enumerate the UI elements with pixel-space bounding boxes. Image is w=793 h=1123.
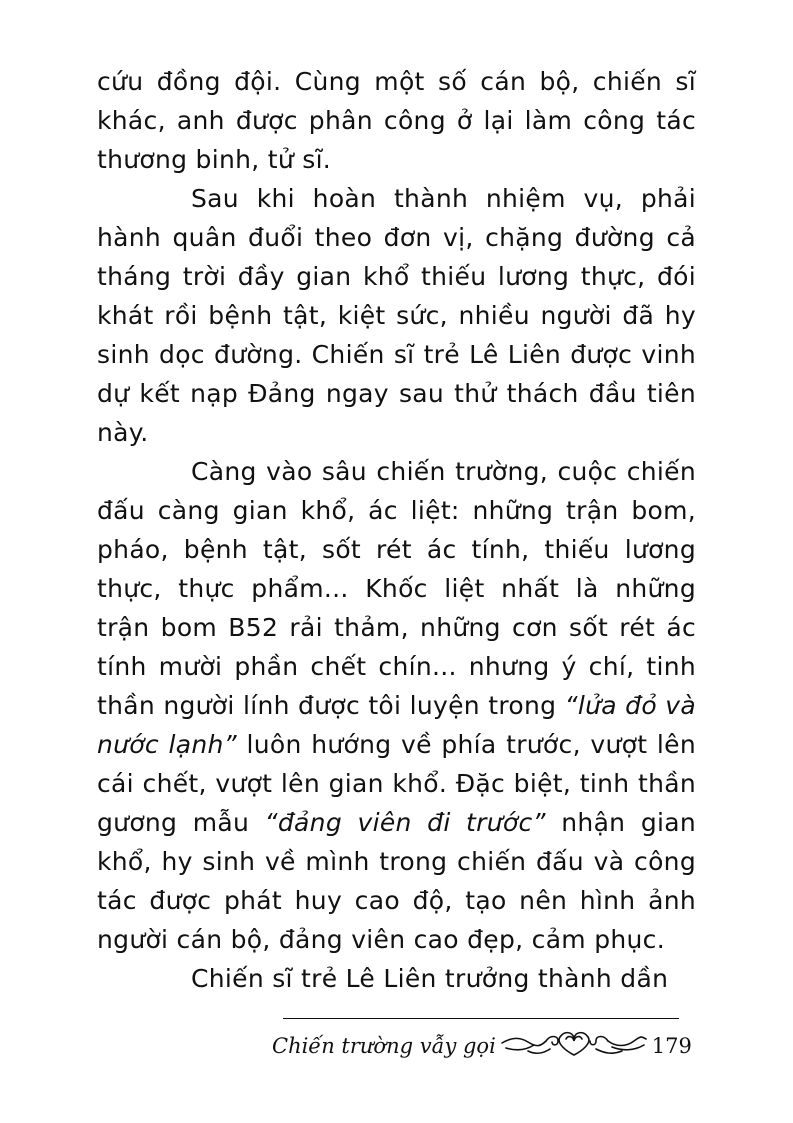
book-title: Chiến trường vẫy gọi: [272, 1034, 496, 1058]
page-footer: [272, 1026, 692, 1066]
footer-rule: [283, 1018, 679, 1019]
paragraph-continuation: cứu đồng đội. Cùng một số cán bộ, chiến sĩ khác, anh được phân công ở lại làm công tác thương binh, tử sĩ.: [97, 67, 696, 174]
quote-party-member: “đảng viên đi trước”: [264, 808, 546, 837]
flourish-ornament-icon: [500, 1029, 648, 1063]
paragraph-text: Càng vào sâu chiến trường, cuộc chiến đấu càng gian khổ, ác liệt: những trận bom, pháo, bệnh tật, sốt rét ác tính, thiếu lương thực, thực phẩm... Khốc liệt nhất là những trận bom B52 rải thảm, những cơn sốt rét ác tính mười phần chết chín... nhưng ý chí, tinh thần người lính được tôi luyện trong: [97, 457, 696, 720]
page-number: 179: [651, 1034, 692, 1058]
page-body-text: [97, 62, 696, 998]
quote-fire-water: “lửa đỏ và nước lạnh”: [97, 691, 696, 759]
paragraph-march: Sau khi hoàn thành nhiệm vụ, phải hành quân đuổi theo đơn vị, chặng đường cả tháng trời đầy gian khổ thiếu lương thực, đói khát rồi bệnh tật, kiệt sức, nhiều người đã hy sinh dọc đường. Chiến sĩ trẻ Lê Liên được vinh dự kết nạp Đảng ngay sau thử thách đầu tiên này.: [97, 184, 696, 447]
paragraph-growth: Chiến sĩ trẻ Lê Liên trưởng thành dần: [191, 964, 669, 993]
paragraph-battlefield: [97, 452, 696, 959]
paragraph-text: luôn hướng về phía trước, vượt lên cái chết, vượt lên gian khổ. Đặc biệt, tinh thần gương mẫu: [97, 730, 696, 837]
paragraph-text: nhận gian khổ, hy sinh về mình trong chiến đấu và công tác được phát huy cao độ, tạo nên hình ảnh người cán bộ, đảng viên cao đẹp, cảm phục.: [97, 808, 696, 954]
